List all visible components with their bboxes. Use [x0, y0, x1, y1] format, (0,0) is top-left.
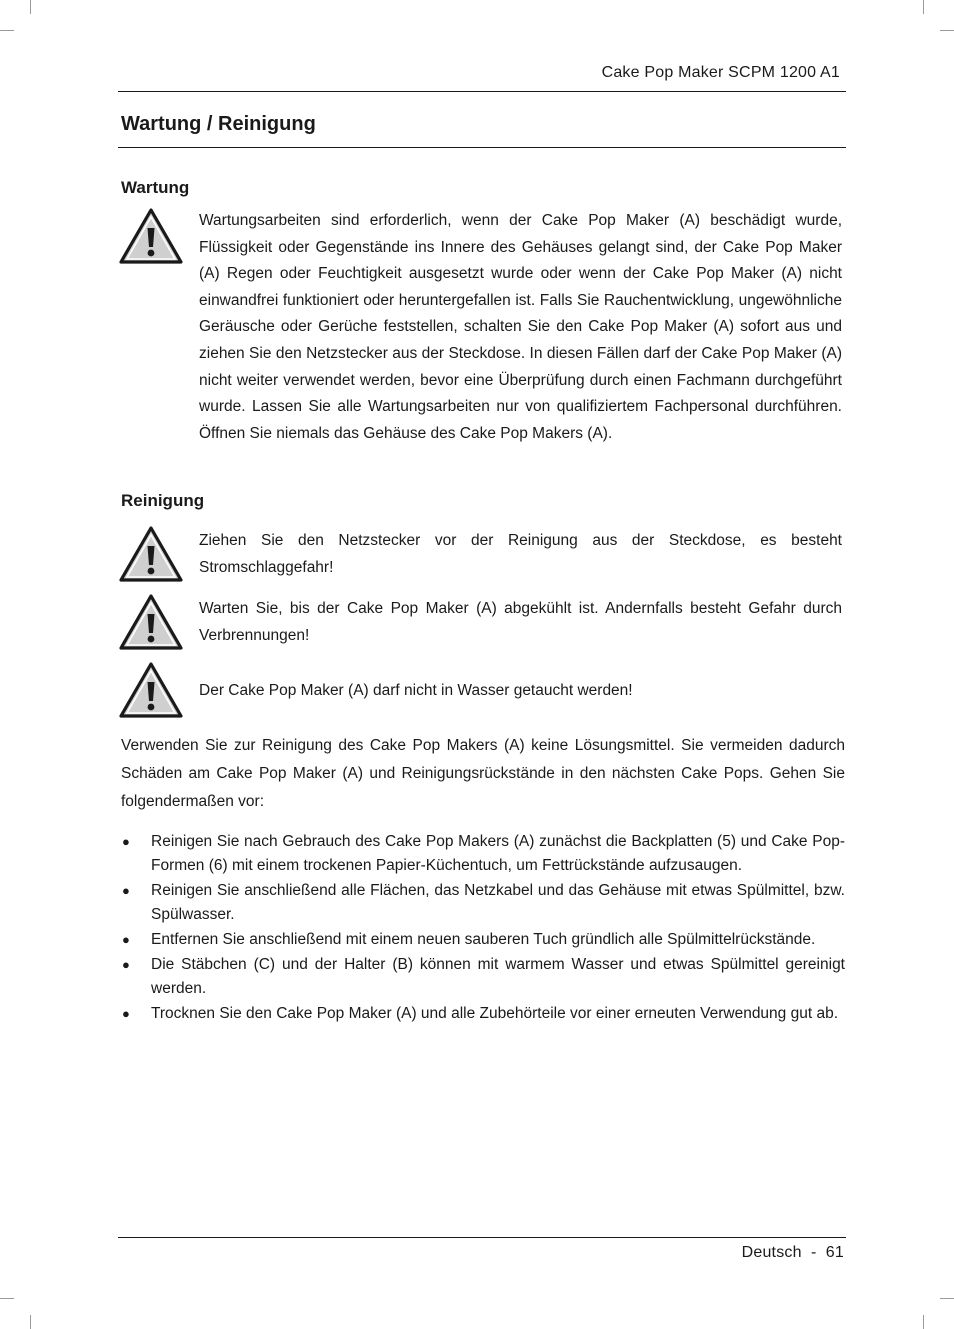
list-item — [121, 1002, 845, 1026]
running-header: Cake Pop Maker SCPM 1200 A1 — [601, 64, 840, 81]
bullet-dot-icon: ● — [122, 1006, 130, 1021]
list-item — [121, 879, 845, 927]
bullet-dot-icon: ● — [122, 957, 130, 972]
crop-mark — [30, 1315, 31, 1329]
list-item-text: Entfernen Sie anschließend mit einem neuen sauberen Tuch gründlich alle Spülmittelrückstände. — [151, 931, 816, 948]
crop-mark — [0, 1298, 14, 1299]
reinigung-warning-2: Warten Sie, bis der Cake Pop Maker (A) abgekühlt ist. Andernfalls besteht Gefahr durch Verbrennungen! — [199, 600, 842, 644]
list-item-text: Reinigen Sie anschließend alle Flächen, das Netzkabel und das Gehäuse mit etwas Spülmittel, bzw. Spülwasser. — [151, 882, 845, 923]
footer-rule — [118, 1237, 846, 1238]
bullet-dot-icon: ● — [122, 932, 130, 947]
warning-triangle-icon — [119, 662, 183, 718]
subheading-reinigung: Reinigung — [121, 491, 205, 510]
list-item-text: Trocknen Sie den Cake Pop Maker (A) und alle Zubehörteile vor einer erneuten Verwendung gut ab. — [151, 1005, 839, 1022]
section-title-rule — [118, 147, 846, 148]
wartung-text: Wartungsarbeiten sind erforderlich, wenn der Cake Pop Maker (A) beschädigt wurde, Flüssigkeit oder Gegenstände ins Innere des Gehäuses gelangt sind, der Cake Pop Maker (A) Regen oder Feuchtigkeit ausgesetzt wurde oder wenn der Cake Pop Maker (A) nicht einwandfrei funktioniert oder heruntergefallen ist. Falls Sie Rauchentwicklung, ungewöhnliche Geräusche oder Gerüche feststellen, schalten Sie den Cake Pop Maker (A) sofort aus und ziehen Sie den Netzstecker aus der Steckdose. In diesen Fällen darf der Cake Pop Maker (A) nicht weiter verwendet werden, bevor eine Überprüfung durch einen Fachmann durchgeführt wurde. Lassen Sie alle Wartungsarbeiten nur von qualifiziertem Fachpersonal durchführen. Öffnen Sie niemals das Gehäuse des Cake Pop Makers (A). — [199, 212, 842, 442]
header-rule — [118, 91, 846, 92]
crop-mark — [923, 1315, 924, 1329]
list-item-text: Reinigen Sie nach Gebrauch des Cake Pop Makers (A) zunächst die Backplatten (5) und Cake Pop-Formen (6) mit einem trockenen Papier-Küchentuch, um Fettrückstände aufzusaugen. — [151, 833, 845, 874]
warning-triangle-icon — [119, 208, 183, 264]
warning-triangle-icon — [119, 594, 183, 650]
list-item-text: Die Stäbchen (C) und der Halter (B) können mit warmem Wasser und etwas Spülmittel gereinigt werden. — [151, 956, 845, 997]
list-item — [121, 953, 845, 1001]
warning-triangle-icon — [119, 526, 183, 582]
reinigung-warning-1: Ziehen Sie den Netzstecker vor der Reinigung aus der Steckdose, es besteht Stromschlaggefahr! — [199, 532, 842, 576]
crop-mark — [0, 30, 14, 31]
cleaning-steps-list — [121, 830, 845, 1027]
reinigung-warning-3: Der Cake Pop Maker (A) darf nicht in Wasser getaucht werden! — [199, 682, 633, 699]
list-item — [121, 830, 845, 878]
crop-mark — [923, 0, 924, 14]
page-number: Deutsch - 61 — [741, 1244, 844, 1261]
bullet-dot-icon: ● — [122, 834, 130, 849]
section-title: Wartung / Reinigung — [121, 113, 316, 135]
reinigung-intro: Verwenden Sie zur Reinigung des Cake Pop Makers (A) keine Lösungsmittel. Sie vermeiden dadurch Schäden am Cake Pop Maker (A) und Reinigungsrückstände in den nächsten Cake Pops. Gehen Sie folgendermaßen vor: — [121, 737, 845, 810]
list-item — [121, 928, 845, 952]
crop-mark — [940, 30, 954, 31]
crop-mark — [940, 1298, 954, 1299]
crop-mark — [30, 0, 31, 14]
bullet-dot-icon: ● — [122, 883, 130, 898]
subheading-wartung: Wartung — [121, 178, 190, 197]
